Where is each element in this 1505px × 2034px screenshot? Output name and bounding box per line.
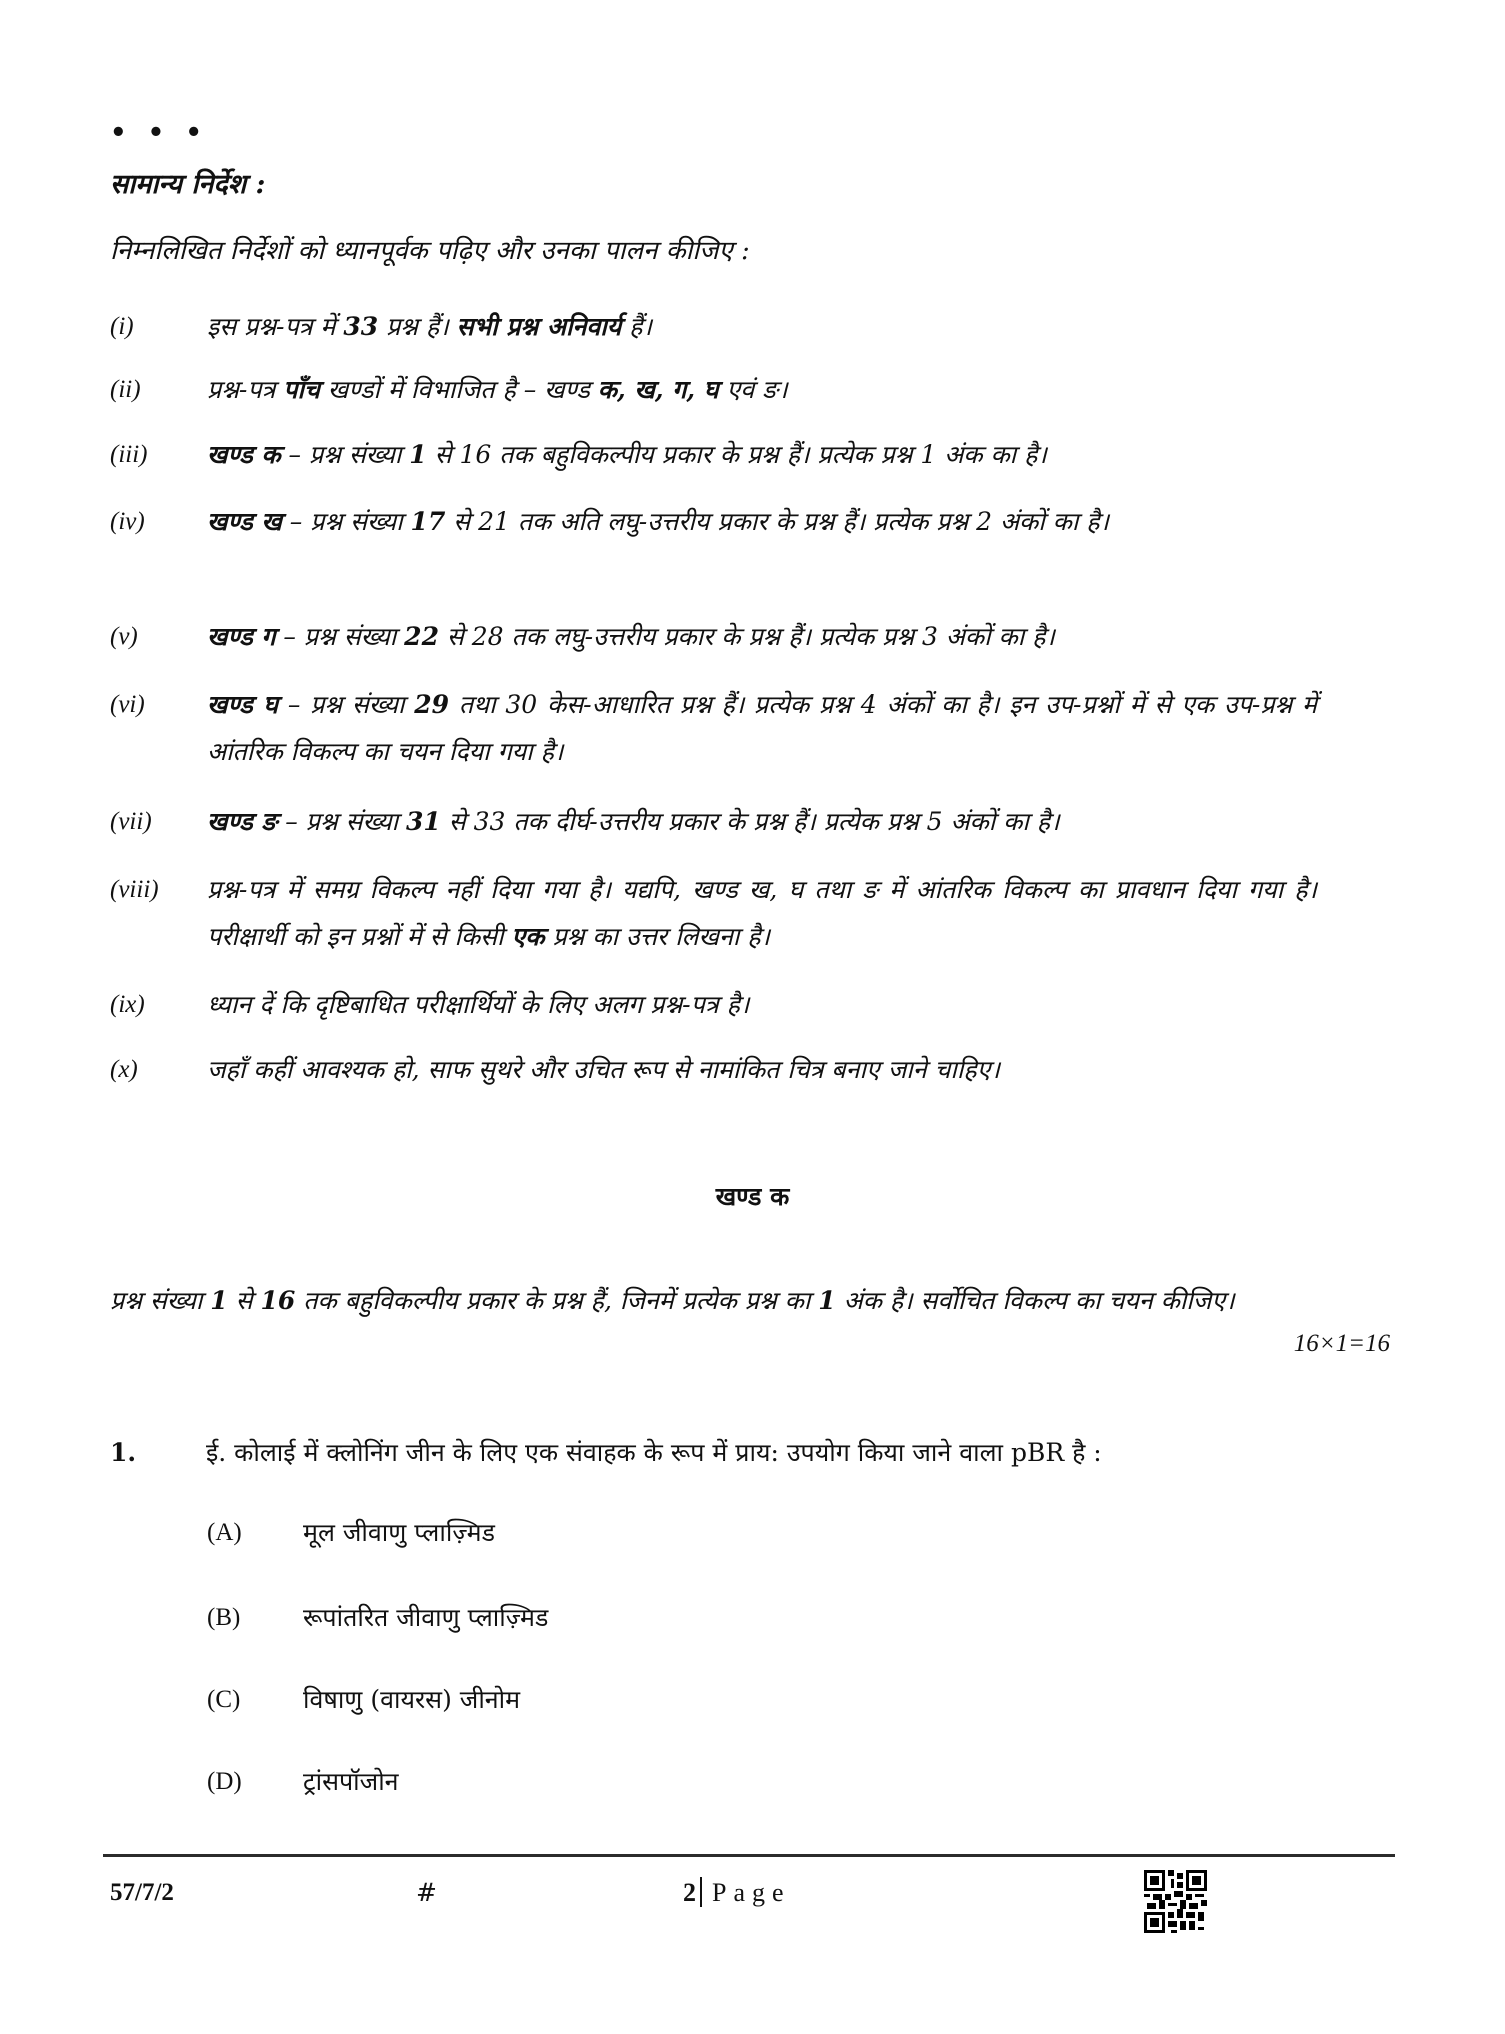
marks-allocation: 16×1=16 [1293,1330,1390,1357]
instruction-text: खण्ड घ – प्रश्न संख्या 29 तथा 30 केस-आधारित प्रश्न हैं। प्रत्येक प्रश्न 4 अंकों का है। इन उप-प्रश्नों में से एक उप-प्रश्न में आंतरिक विकल्प का चयन दिया गया है। [207,690,1318,766]
instruction-text: जहाँ कहीं आवश्यक हो, साफ सुथरे और उचित रूप से नामांकित चित्र बनाए जाने चाहिए। [207,1055,1000,1084]
instruction-text: खण्ड ग – प्रश्न संख्या 22 से 28 तक लघु-उत्तरीय प्रकार के प्रश्न हैं। प्रत्येक प्रश्न 3 अंकों का है। [207,622,1055,651]
instruction-text: खण्ड क – प्रश्न संख्या 1 से 16 तक बहुविकल्पीय प्रकार के प्रश्न हैं। प्रत्येक प्रश्न 1 अंक का है। [207,440,1047,469]
footer-hash: # [416,1878,437,1907]
instruction-label: (i) [110,313,134,340]
page-number: 2 [683,1878,696,1907]
option-label: (A) [207,1519,242,1546]
instructions-intro: निम्नलिखित निर्देशों को ध्यानपूर्वक पढ़िए और उनका पालन कीजिए : [110,236,750,266]
general-instructions-title: सामान्य निर्देश : [110,169,266,200]
instruction-text: खण्ड ङ – प्रश्न संख्या 31 से 33 तक दीर्घ-उत्तरीय प्रकार के प्रश्न हैं। प्रत्येक प्रश्न 5 अंकों का है। [207,807,1060,836]
instruction-label: (viii) [110,876,159,903]
option-label: (B) [207,1604,241,1631]
option-text: विषाणु (वायरस) जीनोम [303,1685,521,1714]
decorative-dots: • • • [110,118,208,148]
instruction-text: इस प्रश्न-पत्र में 33 प्रश्न हैं। सभी प्रश्न अनिवार्य हैं। [207,312,652,341]
instruction-label: (v) [110,623,138,650]
question-number: 1. [110,1438,137,1467]
option-label: (D) [207,1768,242,1795]
instruction-label: (ix) [110,991,145,1018]
option-text: रूपांतरित जीवाणु प्लाज़्मिड [303,1603,549,1632]
instruction-text: खण्ड ख – प्रश्न संख्या 17 से 21 तक अति लघु-उत्तरीय प्रकार के प्रश्न हैं। प्रत्येक प्रश्न 2 अंकों का है। [207,507,1110,536]
page-word: Page [712,1878,791,1907]
instruction-label: (x) [110,1056,138,1083]
instruction-label: (iv) [110,508,145,535]
paper-code: 57/7/2 [110,1879,174,1906]
section-a-heading: खण्ड क [715,1182,790,1211]
page-indicator [683,1876,791,1910]
question-text: ई. कोलाई में क्लोनिंग जीन के लिए एक संवाहक के रूप में प्राय: उपयोग किया जाने वाला pBR है : [206,1438,1102,1467]
qr-code-icon [1144,1870,1207,1933]
instruction-text: प्रश्न-पत्र पाँच खण्डों में विभाजित है – खण्ड क, ख, ग, घ एवं ङ। [207,375,788,404]
instruction-text: प्रश्न-पत्र में समग्र विकल्प नहीं दिया गया है। यद्यपि, खण्ड ख, घ तथा ङ में आंतरिक विकल्प का प्रावधान दिया गया है। परीक्षार्थी को इन प्रश्नों में से किसी एक प्रश्न का उत्तर लिखना है। [207,875,1317,951]
instruction-text: ध्यान दें कि दृष्टिबाधित परीक्षार्थियों के लिए अलग प्रश्न-पत्र है। [207,990,750,1019]
instruction-label: (ii) [110,376,141,403]
page-separator [700,1877,702,1907]
instruction-label: (vi) [110,691,145,718]
option-text: ट्रांसपॉजोन [303,1767,399,1796]
instruction-label: (iii) [110,441,148,468]
instruction-label: (vii) [110,808,152,835]
section-a-instructions: प्रश्न संख्या 1 से 16 तक बहुविकल्पीय प्रकार के प्रश्न हैं, जिनमें प्रत्येक प्रश्न का 1 अंक है। सर्वोचित विकल्प का चयन कीजिए। [110,1286,1235,1315]
option-label: (C) [207,1686,241,1713]
option-text: मूल जीवाणु प्लाज़्मिड [303,1518,495,1547]
footer-divider [103,1854,1395,1857]
